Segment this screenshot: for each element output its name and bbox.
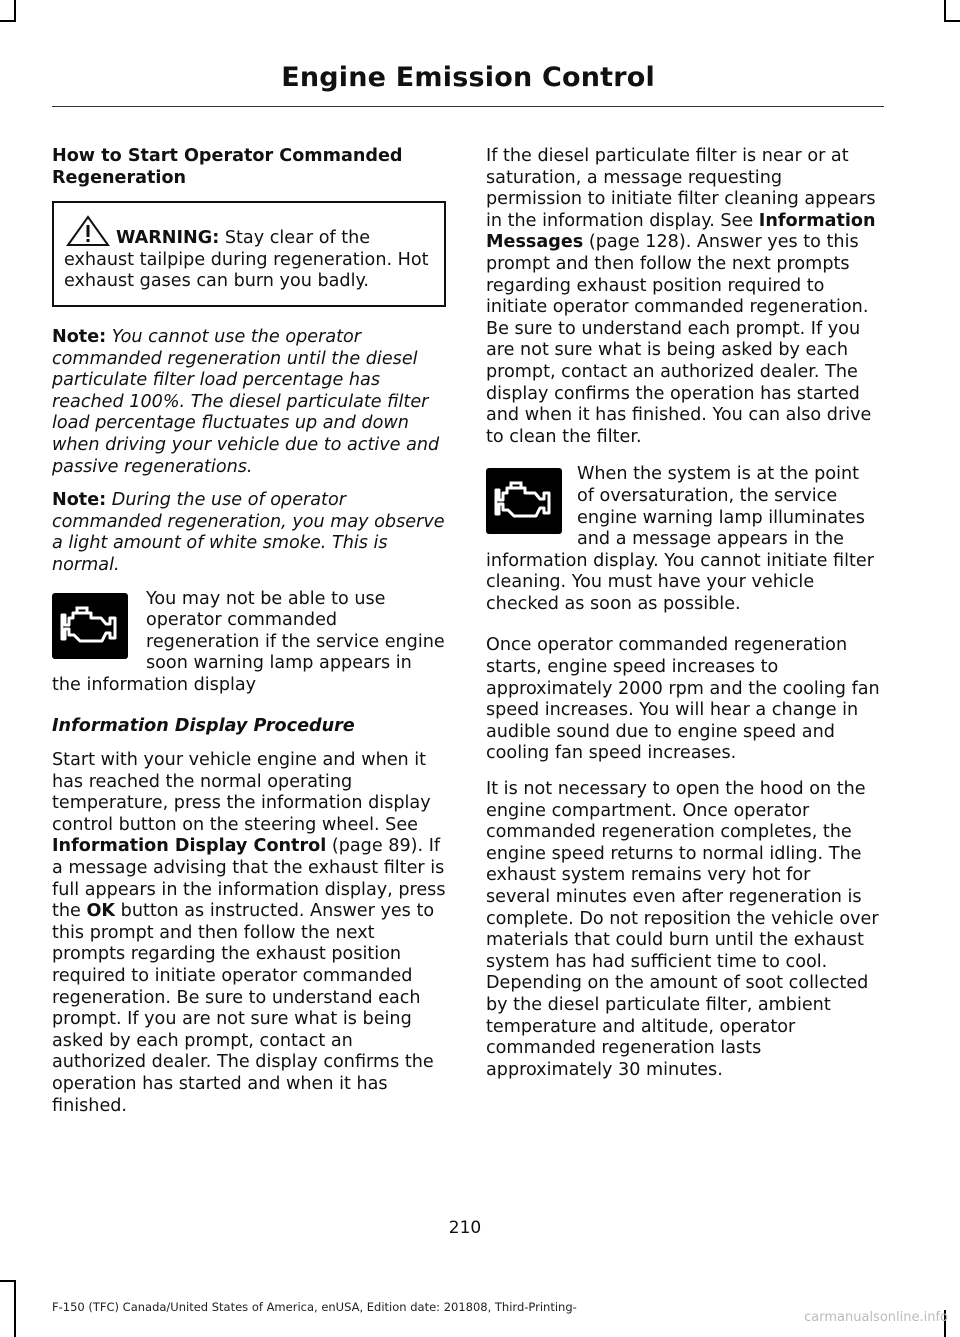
check-engine-icon — [52, 593, 128, 659]
note-1-label: Note: — [52, 326, 107, 347]
crop-mark-top-right-v — [944, 0, 946, 20]
lamp-text-right: When the system is at the point of oversaturation, the service engine warning lamp illuminates and a message appears in the information display. You cannot initiate filter cleaning. You must have your vehicle checked as soon as possible. — [486, 464, 874, 614]
note-2-text: During the use of operator commanded regeneration, you may observe a light amount of white smoke. This is normal. — [52, 490, 445, 575]
crop-mark-top-right-h — [944, 20, 960, 22]
crop-mark-top-left-h — [0, 20, 16, 22]
page-title: Engine Emission Control — [281, 62, 655, 93]
crop-mark-bottom-left-h — [0, 1280, 16, 1282]
crop-mark-bottom-left-v — [14, 1280, 16, 1337]
check-engine-icon — [486, 468, 562, 534]
saturation-paragraph — [486, 146, 880, 448]
lamp-text-left: You may not be able to use operator commanded regeneration if the service engine soon warning lamp appears in the information display — [52, 588, 445, 695]
warning-label: WARNING: — [116, 228, 220, 249]
regeneration-start-paragraph: Once operator commanded regeneration starts, engine speed increases to approximately 2000 rpm and the cooling fan speed increases. You will hear a change in audible sound due to engine speed and cooling fan speed increases. — [486, 635, 880, 764]
note-1 — [52, 327, 446, 478]
saturation-text-1: If the diesel particulate filter is near or at saturation, a message requesting permission to initiate filter cleaning appears in the information display. See — [486, 146, 876, 231]
subheading-info-display: Information Display Procedure — [52, 716, 355, 737]
page-number: 210 — [448, 1218, 482, 1238]
saturation-text-2: (page 128). Answer yes to this prompt and then follow the next prompts regarding exhaust position required to initiate operator commanded regeneration. Be sure to understand each prompt. If you are not sure what is being asked by each prompt, contact an authorized dealer. The display confirms the operation has started and when it has finished. You can also drive to clean the filter. — [486, 232, 872, 447]
regeneration-complete-paragraph: It is not necessary to open the hood on the engine compartment. Once operator commanded regeneration completes, the engine speed returns to normal idling. The exhaust system remains very hot for several minutes even after regeneration is complete. Do not reposition the vehicle over materials that could burn until the exhaust system has had sufficient time to cool. Depending on the amount of soot collected by the diesel particulate filter, ambient temperature and altitude, operator commanded regeneration lasts approximately 30 minutes. — [486, 779, 879, 1080]
warning-box — [52, 201, 446, 307]
note-2-label: Note: — [52, 490, 107, 511]
procedure-text-1: Start with your vehicle engine and when it has reached the normal operating temperature, press the information display control button on the steering wheel. See — [52, 750, 431, 835]
ok-button-ref: OK — [86, 901, 116, 922]
procedure-text-3: button as instructed. Answer yes to this prompt and then follow the next prompts regarding the exhaust position required to initiate operator commanded regeneration. Be sure to understand each prompt. If you are not sure what is being asked by each prompt, contact an authorized dealer. The display confirms the operation has started and when it has finished. — [52, 901, 435, 1116]
crop-mark-top-left-v — [14, 0, 16, 20]
info-display-control-link[interactable]: Information Display Control — [52, 836, 327, 857]
warning-text: Stay clear of the exhaust tailpipe during regeneration. Hot exhaust gases can burn you badly. — [64, 228, 429, 292]
procedure-paragraph — [52, 750, 446, 1117]
note-2 — [52, 490, 446, 576]
procedure-text-2: (page 89). If a message advising that the exhaust filter is full appears in the information display, press the — [52, 836, 446, 922]
info-messages-link[interactable]: Information Messages — [486, 210, 876, 253]
title-divider — [52, 106, 884, 107]
left-column — [52, 146, 446, 1129]
warning-triangle-icon — [64, 215, 112, 247]
edition-footer: F-150 (TFC) Canada/United States of America, enUSA, Edition date: 201808, Third-Printing- — [52, 1300, 577, 1314]
lamp-paragraph-left — [52, 589, 446, 697]
right-column — [486, 146, 880, 1093]
section-heading: How to Start Operator Commanded Regeneration — [52, 146, 403, 188]
lamp-paragraph-right — [486, 464, 880, 615]
note-1-text: You cannot use the operator commanded regeneration until the diesel particulate filter load percentage has reached 100%. The diesel particulate filter load percentage fluctuates up and down when driving your vehicle due to active and passive regenerations. — [52, 326, 440, 477]
watermark: carmanualsonline.info — [804, 1310, 948, 1325]
